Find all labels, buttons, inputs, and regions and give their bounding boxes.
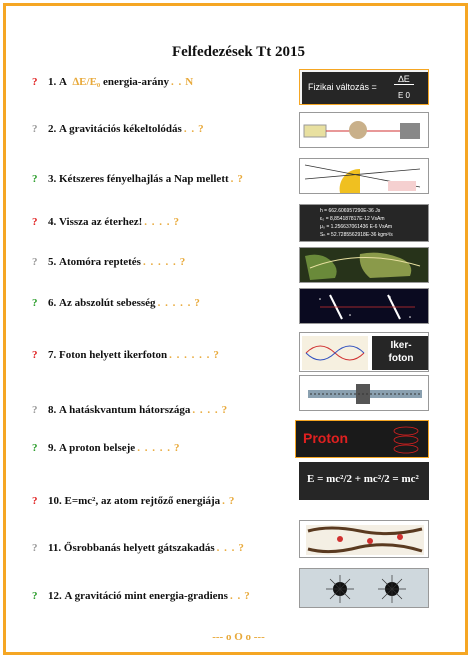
list-item[interactable]: ? 8. A hatáskvantum hátországa . . . . ?	[32, 404, 228, 416]
list-item[interactable]: ? 4. Vissza az éterhez! . . . . ?	[32, 216, 180, 228]
item-text: energia-arány	[102, 76, 169, 88]
list-item[interactable]: ? 5. Atomóra reptetés . . . . . ?	[32, 256, 186, 268]
item-text: Kétszeres fényelhajlás a Nap mellett	[59, 173, 229, 185]
list-item[interactable]: ? 2. A gravitációs kékeltolódás . . ?	[32, 123, 204, 135]
thumbnail-absolute-velocity[interactable]	[299, 288, 429, 324]
list-item[interactable]: ? 3. Kétszeres fényelhajlás a Nap mellett . ?	[32, 173, 243, 185]
page-title: Felfedezések Tt 2015	[171, 44, 306, 60]
thumbnail-dam-break[interactable]	[299, 520, 429, 558]
thumbnail-energy-ratio[interactable]: Fizikai változás = ∆E E 0	[299, 69, 429, 105]
thumbnail-ether-constants[interactable]: h = 662.606957290E-36 Js ε₀ = 8,854187817E-12 VsAm μ₀ = 1.256637061436 E-6 VsAm Sₕ = 52.7285562918E-36 kgm²/s	[299, 204, 429, 242]
list-item[interactable]: ? 7. Foton helyett ikerfoton . . . . . . ?	[32, 349, 219, 361]
thumbnail-action-quantum[interactable]	[299, 375, 429, 411]
thumbnail-proton[interactable]: Proton	[295, 420, 429, 458]
list-item[interactable]: ? 9. A proton belseje . . . . . ?	[32, 442, 180, 454]
page-frame	[3, 3, 468, 655]
list-item[interactable]: ? 6. Az abszolút sebesség . . . . . ?	[32, 297, 200, 309]
thumbnail-gravity-gradient[interactable]	[299, 568, 429, 608]
item-text: A gravitáció mint energia-gradiens	[64, 590, 228, 602]
thumbnail-blueshift[interactable]	[299, 112, 429, 148]
list-item[interactable]: ? 12. A gravitáció mint energia-gradiens . . ?	[32, 590, 250, 602]
list-item[interactable]: ? 10. E=mc², az atom rejtőző energiája . ?	[32, 495, 235, 507]
item-text: A proton belseje	[59, 442, 136, 454]
item-text: Foton helyett ikerfoton	[59, 349, 168, 361]
item-text: Atomóra reptetés	[59, 256, 141, 268]
thumbnail-atomic-clock-map[interactable]	[299, 247, 429, 283]
page-footer: --- o O o ---	[212, 631, 265, 643]
item-text: E=mc², az atom rejtőző energiája	[64, 495, 221, 507]
item-text: A gravitációs kékeltolódás	[59, 123, 182, 135]
list-item[interactable]: ? 11. Ősrobbanás helyett gátszakadás . . . ?	[32, 542, 244, 554]
list-item[interactable]: ? 1. A ∆E/E₀ energia-arány . . N	[32, 76, 194, 88]
thumbnail-light-bending[interactable]	[299, 158, 429, 194]
formula-highlight: ∆E/E₀	[72, 76, 101, 88]
question-mark: ?	[32, 76, 38, 88]
item-text: Az abszolút sebesség	[59, 297, 156, 309]
item-text: A hatáskvantum hátországa	[59, 404, 191, 416]
thumbnail-emc2[interactable]: E = mc²/2 + mc²/2 = mc²	[299, 462, 429, 500]
thumbnail-twin-photon[interactable]: Iker- foton	[299, 332, 429, 372]
item-text: Ősrobbanás helyett gátszakadás	[63, 542, 215, 554]
item-text: Vissza az éterhez!	[59, 216, 143, 228]
